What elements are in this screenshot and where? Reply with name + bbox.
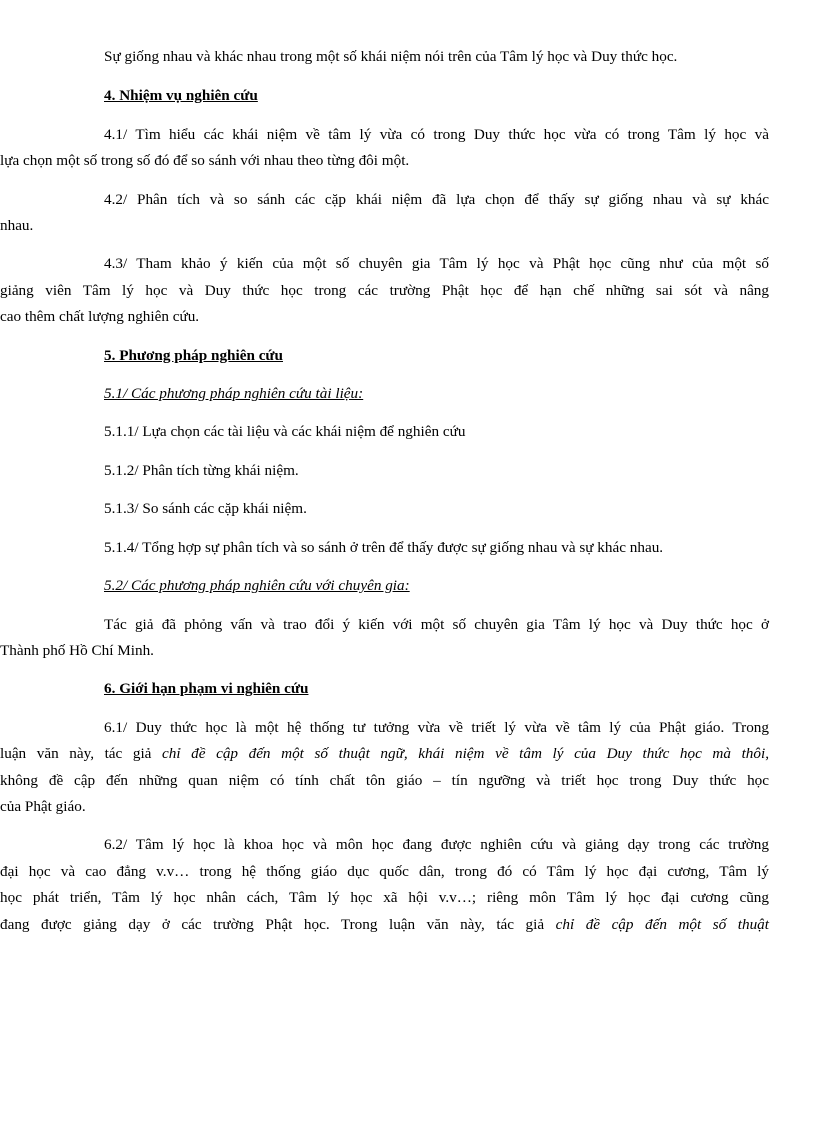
heading-research-scope (104, 676, 769, 702)
list-item-text: 5.1.1/ Lựa chọn các tài liệu và các khái niệm để nghiên cứu (104, 423, 466, 441)
subheading-text: 5.2/ Các phương pháp nghiên cứu với chuyên gia: (104, 577, 410, 595)
paragraph-6-1 (0, 715, 769, 821)
heading-text: 4. Nhiệm vụ nghiên cứu (104, 87, 258, 105)
paragraph-line: 4.1/ Tìm hiểu các khái niệm về tâm lý vừa có trong Duy thức học vừa có trong Tâm lý học và (104, 125, 769, 143)
subheading-text: 5.1/ Các phương pháp nghiên cứu tài liệu: (104, 385, 364, 403)
paragraph-line: đại học và cao đẳng v.v… trong hệ thống giáo dục quốc dân, trong đó có Tâm lý học đại cương, Tâm lý (0, 862, 769, 880)
heading-text: 5. Phương pháp nghiên cứu (104, 346, 283, 364)
italic-text-run: chỉ đề cập đến một số thuật ngữ, khái niệm về tâm lý của Duy thức học mà thôi (162, 745, 766, 763)
list-item-text: 5.1.3/ So sánh các cặp khái niệm. (104, 500, 307, 518)
paragraph-4-2 (0, 187, 769, 240)
intro-text: Sự giống nhau và khác nhau trong một số khái niệm nói trên của Tâm lý học và Duy thức học. (104, 48, 678, 65)
paragraph-5-2 (0, 612, 769, 665)
list-item-5-1-2 (104, 458, 769, 484)
list-item-text: 5.1.2/ Phân tích từng khái niệm. (104, 461, 299, 479)
paragraph-line: 4.2/ Phân tích và so sánh các cặp khái niệm đã lựa chọn để thấy sự giống nhau và sự khác (104, 190, 769, 208)
document-page (0, 44, 769, 938)
paragraph-line: 4.3/ Tham khảo ý kiến của một số chuyên gia Tâm lý học và Phật học cũng như của một số (104, 255, 769, 273)
list-item-text: 5.1.4/ Tổng hợp sự phân tích và so sánh ở trên để thấy được sự giống nhau và sự khác nhau. (104, 538, 664, 556)
paragraph-line: 6.1/ Duy thức học là một hệ thống tư tưởng vừa về triết lý vừa về tâm lý của Phật giáo. Trong (104, 718, 769, 736)
paragraph-6-2 (0, 832, 769, 938)
paragraph-line: không đề cập đến những quan niệm có tính chất tôn giáo – tín ngưỡng và triết học trong Duy thức học (0, 771, 769, 789)
paragraph-line: lựa chọn một số trong số đó để so sánh với nhau theo từng đôi một. (0, 152, 410, 170)
list-item-5-1-4 (104, 535, 769, 561)
paragraph-line: nhau. (0, 217, 34, 235)
heading-research-methods (104, 343, 769, 369)
list-item-5-1-1 (104, 419, 769, 445)
subheading-document-methods (104, 381, 769, 407)
paragraph-line (0, 912, 769, 938)
paragraph-4-1 (0, 122, 769, 175)
heading-text: 6. Giới hạn phạm vi nghiên cứu (104, 680, 309, 698)
heading-research-tasks (104, 83, 769, 109)
paragraph-line (0, 741, 769, 767)
text-run: , (765, 745, 769, 763)
text-run: đang được giảng dạy ở các trường Phật học. Trong luận văn này, tác giả (0, 915, 556, 933)
italic-text-run: chỉ đề cập đến một số thuật (555, 915, 769, 933)
paragraph-line: Thành phố Hồ Chí Minh. (0, 641, 154, 659)
subheading-expert-methods (104, 573, 769, 599)
paragraph-line: 6.2/ Tâm lý học là khoa học và môn học đang được nghiên cứu và giảng dạy trong các trường (104, 836, 769, 854)
paragraph-line: Tác giả đã phỏng vấn và trao đổi ý kiến với một số chuyên gia Tâm lý học và Duy thức học ở (104, 615, 769, 633)
paragraph-4-3 (0, 251, 769, 330)
intro-paragraph (104, 44, 769, 70)
list-item-5-1-3 (104, 496, 769, 522)
text-run: luận văn này, tác giả (0, 745, 163, 763)
paragraph-line: của Phật giáo. (0, 797, 86, 815)
paragraph-line: giảng viên Tâm lý học và Duy thức học trong các trường Phật học để hạn chế những sai sót và nâng (0, 281, 769, 299)
paragraph-line: học phát triển, Tâm lý học nhân cách, Tâm lý học xã hội v.v…; riêng môn Tâm lý học đại cương cũng (0, 889, 769, 907)
paragraph-line: cao thêm chất lượng nghiên cứu. (0, 308, 200, 326)
